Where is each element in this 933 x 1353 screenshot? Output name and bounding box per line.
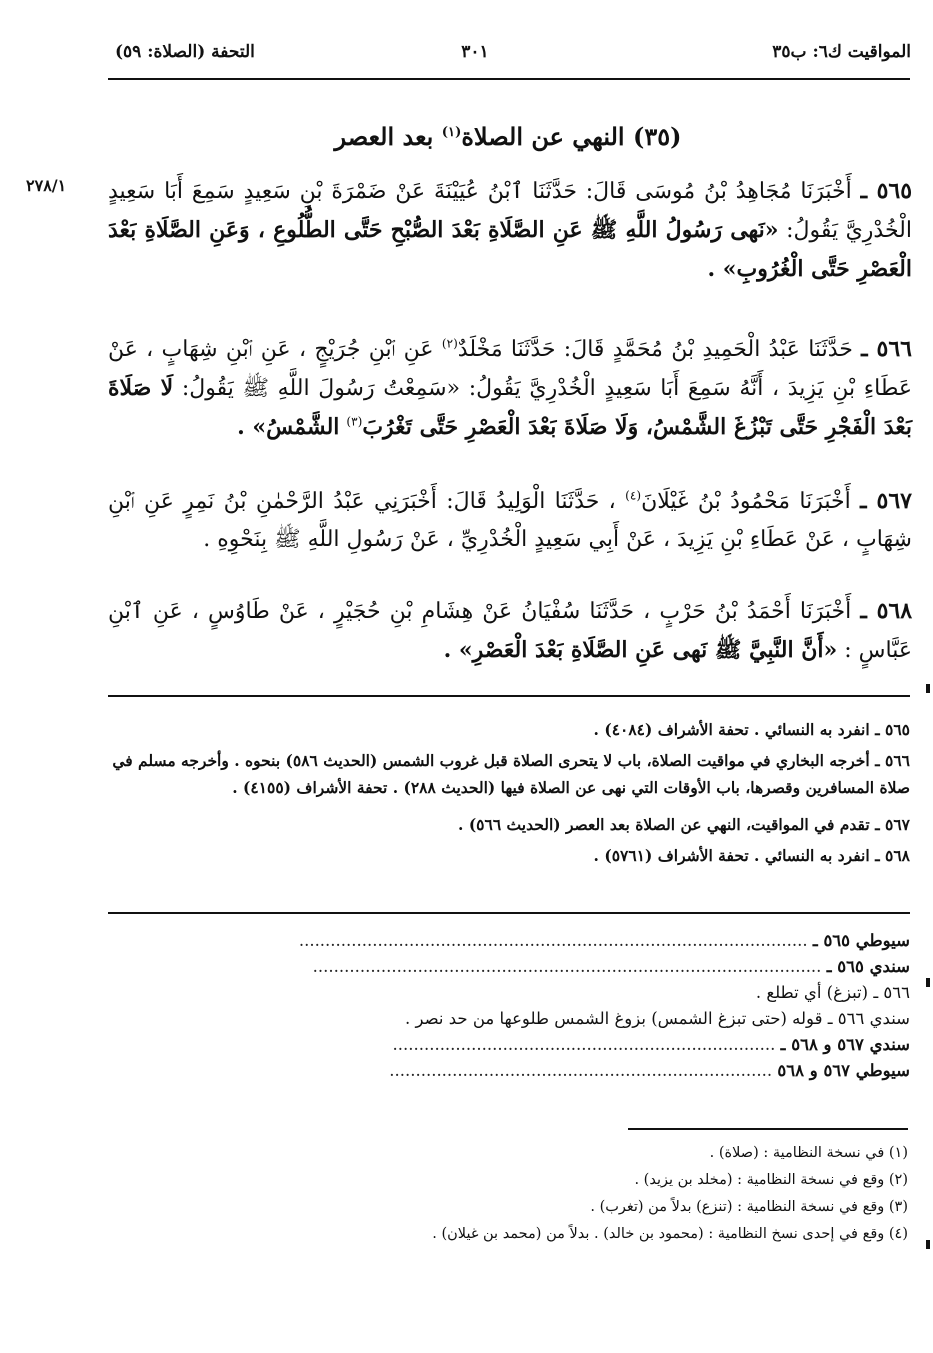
ref-row: سندي ٥٦٦ ـ قوله (حتى تبزغ الشمس) بزوغ الشمس طلوعها من حد نصر . <box>404 1009 910 1028</box>
hadith-isnad: أَخْبَرَنَا أَحْمَدُ بْنُ حَرْبٍ ، حَدَّثَنَا سُفْيَانُ عَنْ هِشَامِ بْنِ حُجَيْرٍ ، عَنْ طَاوُسٍ ، عَنِ ٱبْنِ عَبَّاسٍ : <box>108 599 912 663</box>
text-rule <box>108 695 910 697</box>
footnote-rule <box>628 1128 908 1130</box>
footnote-marker: (٣) <box>346 414 363 429</box>
footnote-marker: (١) <box>441 125 462 140</box>
footnote-marker: (٢) <box>441 336 458 351</box>
hadith-matn: لَا صَلَاةَ بَعْدَ الْفَجْرِ حَتَّى تَبْزُغَ الشَّمْسُ، وَلَا صَلَاةَ بَعْدَ الْعَصْرِ حَتَّى تَغْرُبَ <box>108 375 912 440</box>
ref-row: سيوطي ٥٦٧ و ٥٦٨ ......................................................................... <box>389 1061 910 1080</box>
page-number: ٣٠١ <box>461 42 489 62</box>
commentary-refs <box>108 928 910 1084</box>
ref-row: سيوطي ٥٦٥ ـ ................................................................................................. <box>298 931 910 950</box>
hadith-matn: «أَنَّ النَّبِيَّ ﷺ نَهى عَنِ الصَّلَاةِ بَعْدَ الْعَصْرِ» . <box>443 637 838 663</box>
hadith-isnad-cont: عَنِ ٱبْنِ جُرَيْجٍ ، عَنِ ٱبْنِ شِهَابٍ ، عَنْ عَطَاءِ بْنِ يَزِيدَ ، أَنَّهُ سَمِعَ أَبَا سَعِيدٍ الْخُدْرِيَّ يَقُولُ: «سَمِعْتُ رَسُولَ اللَّهِ ﷺ يَقُولُ: <box>108 337 913 401</box>
footnote-marker: (٤) <box>625 488 642 503</box>
footnote: (٤) وقع في إحدى نسخ النظامية : (محمود بن خالد) . بدلاً من (محمد بن غيلان) . <box>432 1226 908 1242</box>
ref-row: سندي ٥٦٥ ـ ................................................................................................. <box>312 957 910 976</box>
hadith-isnad: أَخْبَرَنَا مُجَاهِدُ بْنُ مُوسَى قَالَ: حَدَّثَنَا ٱبْنُ عُيَيْنَةَ عَنْ ضَمْرَةَ بْنِ سَعِيدٍ سَمِعَ أَبَا سَعِيدٍ الْخُدْرِيَّ يَقُولُ: <box>108 179 912 243</box>
ref-row: سندي ٥٦٧ و ٥٦٨ ـ ......................................................................... <box>392 1035 910 1054</box>
hadith-566 <box>108 330 912 447</box>
hadith-isnad: أَخْبَرَنَا مَحْمُودُ بْنُ غَيْلَانَ <box>641 489 851 514</box>
footnote: (٢) وقع في نسخة النظامية : (مخلد بن يزيد) . <box>634 1172 908 1188</box>
header-rule <box>108 78 910 80</box>
hadith-number: ٥٦٧ ـ <box>860 488 912 514</box>
chapter-title: (٣٥) النهي عن الصلاة$^{(١)}$ بعد العصر <box>334 122 682 151</box>
header-section-ref: المواقيت ك٦: ب٣٥ <box>772 42 911 62</box>
margin-volume-page-ref: ٢٧٨/١ <box>26 176 67 195</box>
takhrij-note: ٥٦٧ ـ تقدم في المواقيت، النهي عن الصلاة بعد العصر (الحديث ٥٦٦) . <box>458 815 910 834</box>
hadith-matn-end: الشَّمْسُ» . <box>237 414 340 440</box>
scan-mark <box>926 1240 930 1249</box>
footnote: (٣) وقع في نسخة النظامية : (تنزع) بدلاً من (تغرب) . <box>590 1199 908 1215</box>
commentary-rule <box>108 912 910 914</box>
hadith-number: ٥٦٨ ـ <box>860 598 913 624</box>
takhrij-note: ٥٦٨ ـ انفرد به النسائي . تحفة الأشراف (٥٧٦١) . <box>593 846 910 865</box>
hadith-565 <box>108 172 912 289</box>
hadith-568 <box>108 592 912 670</box>
hadith-number: ٥٦٥ ـ <box>860 178 913 204</box>
takhrij-notes <box>108 716 910 869</box>
hadith-isnad: حَدَّثَنَا عَبْدُ الْحَمِيدِ بْنُ مُحَمَّدٍ قَالَ: حَدَّثَنَا مَخْلَدٌ <box>457 337 853 362</box>
header-tuhfa-ref: التحفة (الصلاة: ٥٩) <box>115 42 255 62</box>
hadith-567 <box>108 482 912 559</box>
hadith-number: ٥٦٦ ـ <box>861 336 912 362</box>
footnote: (١) في نسخة النظامية : (صلاة) . <box>709 1145 908 1161</box>
scan-mark <box>926 978 930 987</box>
footnotes <box>260 1140 908 1248</box>
scan-mark <box>926 684 930 693</box>
hadith-matn: «نَهى رَسُولُ اللَّهِ ﷺ عَنِ الصَّلَاةِ بَعْدَ الصُّبْحِ حَتَّى الطُّلُوعِ ، وَعَنِ الصَّلَاةِ بَعْدَ الْعَصْرِ حَتَّى الْغُرُوبِ» . <box>108 217 912 282</box>
takhrij-note: ٥٦٥ ـ انفرد به النسائي . تحفة الأشراف (٤٠٨٤) . <box>593 720 910 739</box>
hadith-isnad-cont: ، حَدَّثَنَا الْوَلِيدُ قَالَ: أَخْبَرَنِي عَبْدُ الرَّحْمٰنِ بْنُ نَمِرٍ عَنِ ٱبْنِ شِهَابٍ ، عَنْ عَطَاءِ بْنِ يَزِيدَ ، عَنْ أَبِي سَعِيدٍ الْخُدْرِيِّ ، عَنْ رَسُولِ اللَّهِ ﷺ بِنَحْوِهِ . <box>108 489 912 552</box>
takhrij-note: ٥٦٦ ـ أخرجه البخاري في مواقيت الصلاة، باب لا يتحرى الصلاة قبل غروب الشمس (الحديث ٥٨٦) بنحوه . وأخرجه مسلم في صلاة المسافرين وقصرها، باب الأوقات التي نهى عن الصلاة فيها (الحديث ٢٨٨) . تحفة الأشراف (٤١٥٥) . <box>112 751 910 797</box>
ref-row: ٥٦٦ ـ (تبزغ) أي تطلع . <box>755 983 910 1002</box>
